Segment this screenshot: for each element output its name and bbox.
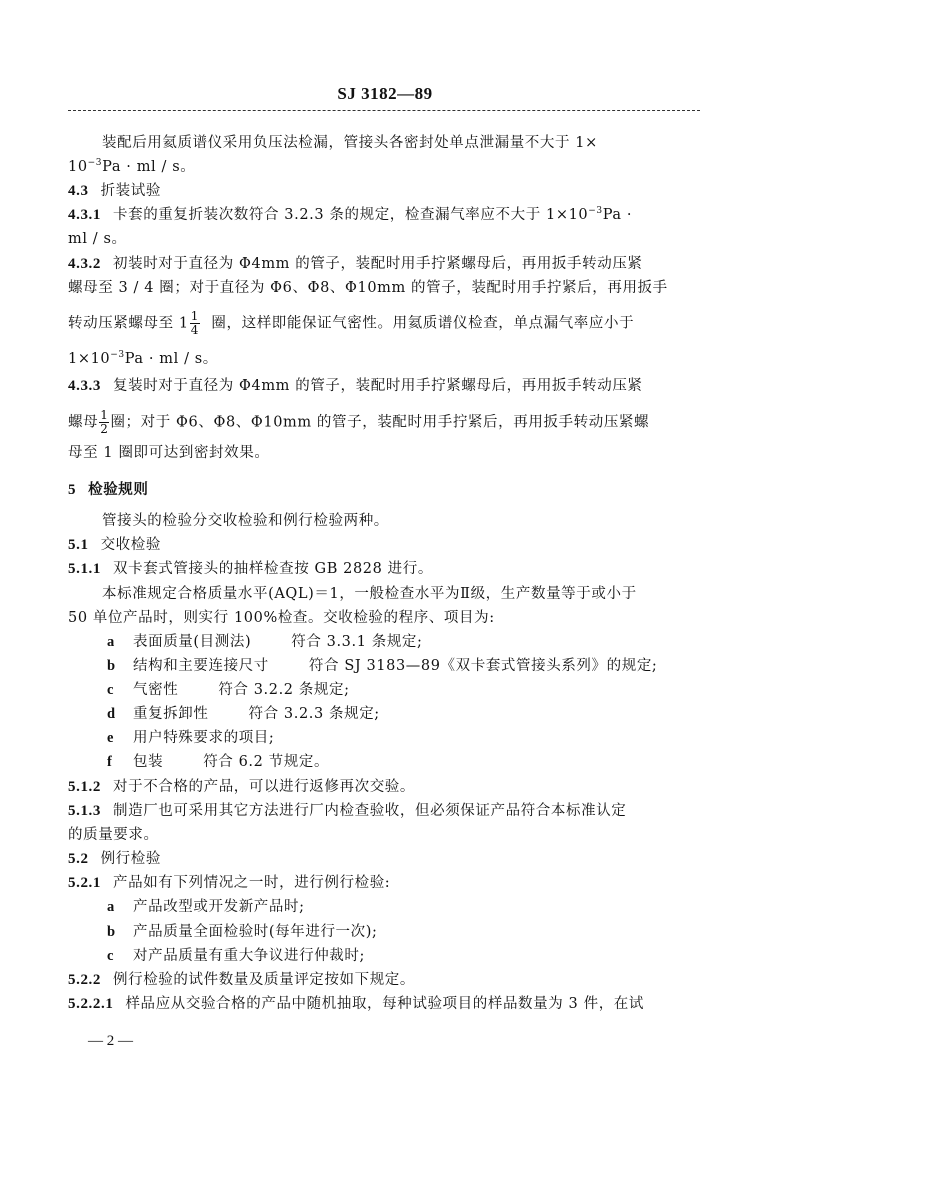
section-5-heading bbox=[68, 480, 708, 500]
acceptance-item bbox=[107, 680, 747, 700]
section-5-2-heading bbox=[68, 849, 708, 869]
clause-number: 5.1.1 bbox=[68, 561, 101, 577]
item-requirement: 符合 SJ 3183—89《双卡套式管接头系列》的规定; bbox=[308, 658, 658, 674]
section-5-intro bbox=[102, 511, 742, 531]
section-title: 例行检验 bbox=[100, 851, 161, 867]
text: 母至 1 圈即可达到密封效果。 bbox=[68, 445, 270, 461]
routine-item bbox=[107, 897, 747, 917]
text: 50 单位产品时，则实行 100%检查。交收检验的程序、项目为: bbox=[68, 610, 495, 626]
item-label: d bbox=[107, 706, 116, 722]
section-title: 检验规则 bbox=[88, 481, 149, 498]
section-title: 交收检验 bbox=[100, 537, 161, 553]
clause-4-3-2 bbox=[68, 254, 708, 274]
clause-4-3-2-line2 bbox=[68, 278, 708, 298]
text: 卡套的重复折装次数符合 3.2.3 条的规定，检查漏气率应不大于 1×10 bbox=[113, 207, 589, 223]
numerator: 1 bbox=[100, 408, 109, 422]
section-title: 折装试验 bbox=[100, 183, 161, 199]
clause-number: 4.3.1 bbox=[68, 207, 101, 223]
acceptance-item bbox=[107, 752, 747, 772]
clause-number: 4.3.3 bbox=[68, 378, 101, 394]
text: 螺母 bbox=[68, 414, 99, 431]
clause-4-3-3-line2 bbox=[68, 409, 708, 436]
text: 管接头的检验分交收检验和例行检验两种。 bbox=[102, 513, 389, 529]
item-label: b bbox=[107, 658, 116, 674]
section-5-1-heading bbox=[68, 535, 708, 555]
clause-number: 5.2.2.1 bbox=[68, 996, 114, 1012]
clause-4-3-3 bbox=[68, 376, 708, 396]
item-label: a bbox=[107, 634, 115, 650]
text: 10 bbox=[68, 159, 88, 175]
aql-paragraph bbox=[102, 584, 742, 604]
clause-5-1-3-cont bbox=[68, 825, 708, 845]
clause-number: 5.2.2 bbox=[68, 972, 101, 988]
text: ml / s。 bbox=[68, 231, 127, 247]
text: 对于不合格的产品，可以进行返修再次交验。 bbox=[113, 779, 415, 795]
text: 本标准规定合格质量水平(AQL)＝1，一般检查水平为Ⅱ级，生产数量等于或小于 bbox=[102, 586, 637, 602]
item-label: c bbox=[107, 948, 115, 964]
clause-4-3-3-line3 bbox=[68, 443, 708, 463]
clause-number: 5.1.2 bbox=[68, 779, 101, 795]
section-4-3-heading bbox=[68, 181, 708, 201]
document-header-id: SJ 3182—89 bbox=[337, 84, 433, 103]
fraction-one-half bbox=[99, 409, 109, 436]
acceptance-item bbox=[107, 728, 747, 748]
routine-item bbox=[107, 922, 747, 942]
text: 1×10 bbox=[68, 351, 111, 367]
denominator: 4 bbox=[190, 323, 199, 337]
clause-number: 5.2.1 bbox=[68, 875, 101, 891]
text: 圈；对于 Φ6、Φ8、Φ10mm 的管子，装配时用手拧紧后，再用扳手转动压紧螺 bbox=[110, 414, 650, 431]
paragraph-leak-test bbox=[102, 133, 742, 153]
item-text: 气密性 bbox=[133, 682, 179, 698]
item-text: 产品改型或开发新产品时; bbox=[133, 899, 305, 915]
item-text: 产品质量全面检验时(每年进行一次); bbox=[133, 924, 378, 940]
text: Pa · ml / s。 bbox=[124, 351, 218, 367]
acceptance-item bbox=[107, 632, 747, 652]
clause-5-2-2-1 bbox=[68, 994, 708, 1014]
clause-number: 5.1.3 bbox=[68, 803, 101, 819]
clause-5-1-3 bbox=[68, 801, 708, 821]
text: 转动压紧螺母至 1 bbox=[68, 315, 189, 332]
section-number: 5 bbox=[68, 482, 77, 498]
text: 制造厂也可采用其它方法进行厂内检查验收，但必须保证产品符合本标准认定 bbox=[113, 803, 627, 819]
denominator: 2 bbox=[100, 422, 109, 436]
text: 圈，这样即能保证气密性。用氦质谱仪检查，单点漏气率应小于 bbox=[200, 315, 635, 332]
header-divider bbox=[68, 110, 700, 111]
clause-4-3-1-cont bbox=[68, 229, 708, 249]
text: 例行检验的试件数量及质量评定按如下规定。 bbox=[113, 972, 415, 988]
text: Pa · ml / s。 bbox=[102, 159, 196, 175]
text: 复装时对于直径为 Φ4mm 的管子，装配时用手拧紧螺母后，再用扳手转动压紧 bbox=[113, 378, 643, 394]
item-label: f bbox=[107, 754, 113, 770]
item-label: c bbox=[107, 682, 115, 698]
clause-4-3-2-line3 bbox=[68, 310, 708, 337]
page-number: — 2 — bbox=[88, 1033, 133, 1049]
text: 双卡套式管接头的抽样检查按 GB 2828 进行。 bbox=[113, 561, 433, 577]
routine-item bbox=[107, 946, 747, 966]
clause-4-3-2-line4 bbox=[68, 349, 708, 369]
item-requirement: 符合 3.3.1 条规定; bbox=[291, 634, 423, 650]
text: 螺母至 3 / 4 圈；对于直径为 Φ6、Φ8、Φ10mm 的管子，装配时用手拧紧后，再用扳手 bbox=[68, 280, 668, 296]
item-label: b bbox=[107, 924, 116, 940]
paragraph-leak-test-cont bbox=[68, 157, 708, 177]
clause-5-2-1 bbox=[68, 873, 708, 893]
clause-5-2-2 bbox=[68, 970, 708, 990]
acceptance-item bbox=[107, 656, 747, 676]
item-text: 结构和主要连接尺寸 bbox=[133, 658, 269, 674]
item-text: 包装 bbox=[133, 754, 164, 770]
numerator: 1 bbox=[190, 309, 199, 323]
section-number: 5.2 bbox=[68, 851, 89, 867]
text: 产品如有下列情况之一时，进行例行检验: bbox=[113, 875, 391, 891]
fraction-one-quarter bbox=[190, 310, 200, 337]
item-text: 表面质量(目测法) bbox=[133, 634, 252, 650]
text: 样品应从交验合格的产品中随机抽取，每种试验项目的样品数量为 3 件，在试 bbox=[125, 996, 644, 1012]
item-text: 重复拆卸性 bbox=[133, 706, 209, 722]
item-text: 对产品质量有重大争议进行仲裁时; bbox=[133, 948, 365, 964]
clause-5-1-2 bbox=[68, 777, 708, 797]
item-requirement: 符合 3.2.3 条规定; bbox=[248, 706, 380, 722]
item-text: 用户特殊要求的项目; bbox=[133, 730, 275, 746]
section-number: 5.1 bbox=[68, 537, 89, 553]
superscript: −3 bbox=[110, 350, 125, 360]
text: 的质量要求。 bbox=[68, 827, 159, 843]
text: Pa · bbox=[602, 207, 633, 223]
section-number: 4.3 bbox=[68, 183, 89, 199]
clause-5-1-1 bbox=[68, 559, 708, 579]
item-requirement: 符合 3.2.2 条规定; bbox=[218, 682, 350, 698]
acceptance-item bbox=[107, 704, 747, 724]
text: 装配后用氦质谱仪采用负压法检漏，管接头各密封处单点泄漏量不大于 1× bbox=[102, 135, 598, 151]
clause-4-3-1 bbox=[68, 205, 708, 225]
superscript: −3 bbox=[588, 206, 603, 216]
item-label: e bbox=[107, 730, 115, 746]
aql-paragraph-cont bbox=[68, 608, 708, 628]
item-requirement: 符合 6.2 节规定。 bbox=[203, 754, 330, 770]
clause-number: 4.3.2 bbox=[68, 256, 101, 272]
item-label: a bbox=[107, 899, 115, 915]
superscript: −3 bbox=[87, 158, 103, 168]
text: 初装时对于直径为 Φ4mm 的管子，装配时用手拧紧螺母后，再用扳手转动压紧 bbox=[113, 256, 643, 272]
